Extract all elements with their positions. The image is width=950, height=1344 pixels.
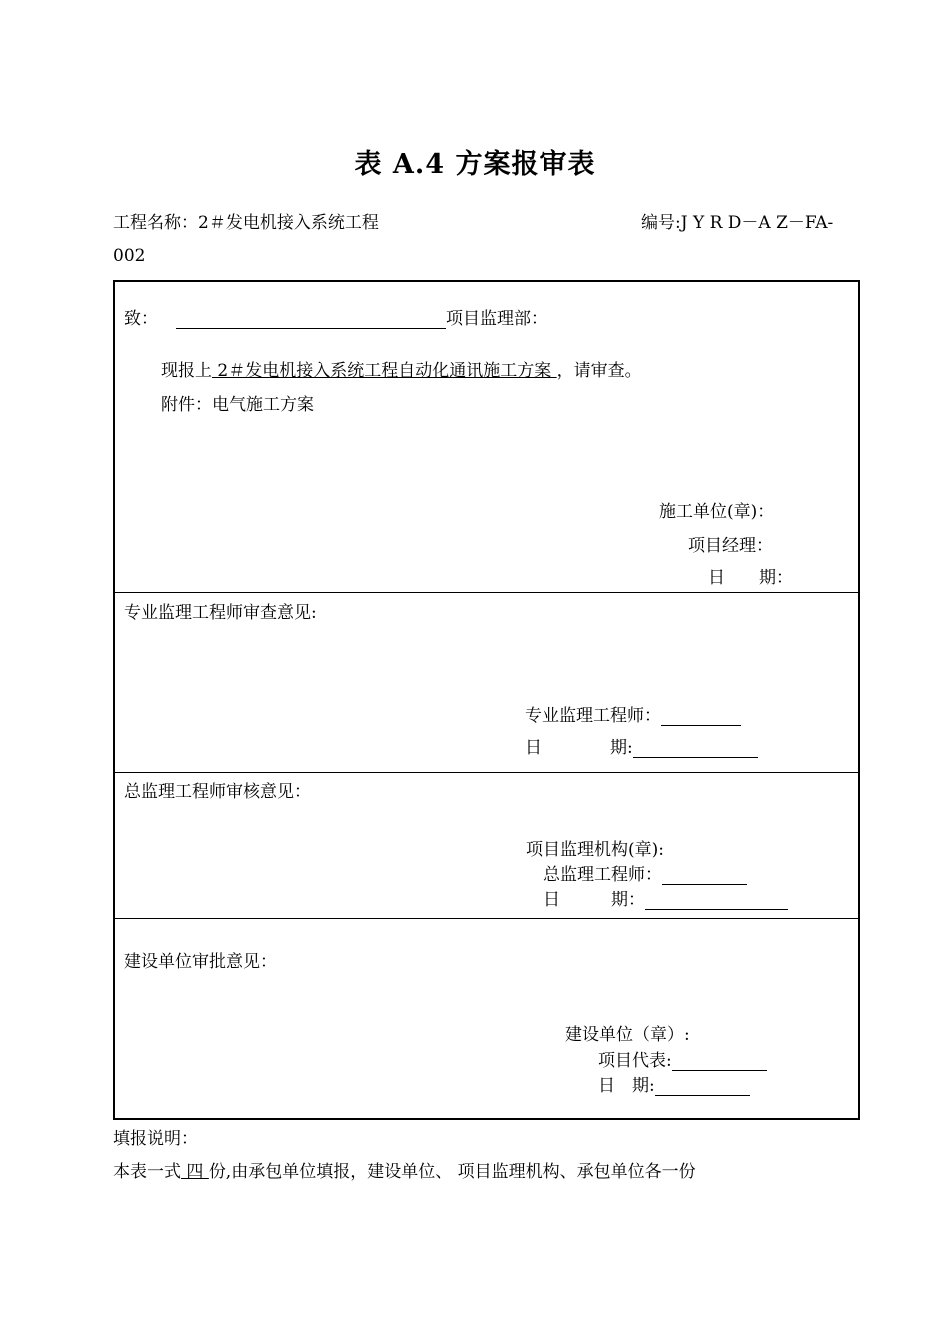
owner-unit-seal: 建设单位（章）: (565, 1025, 690, 1045)
section-heading: 总监理工程师审核意见： (124, 782, 311, 802)
project-name: 工程名称：2＃发电机接入系统工程 (113, 213, 379, 233)
supervision-org-seal: 项目监理机构(章): (526, 840, 664, 860)
notes-heading: 填报说明： (113, 1129, 198, 1149)
date-label: 日 期: (525, 738, 633, 758)
form-code: 编号:J Y R D－A Z－FA- (641, 213, 834, 233)
date-row (543, 885, 788, 910)
section-heading: 专业监理工程师审查意见: (124, 603, 317, 623)
form-code-continued: 002 (113, 246, 146, 266)
section-heading: 建设单位审批意见： (124, 952, 277, 972)
report-line: 现报上 2＃发电机接入系统工程自动化通讯施工方案 ，请审查。 (161, 361, 642, 381)
engineer-row (525, 701, 741, 726)
attachment: 附件：电气施工方案 (161, 395, 314, 415)
date-row (598, 1071, 750, 1096)
copies-count: 四 (181, 1162, 209, 1182)
divider (113, 918, 860, 919)
chief-engineer-label: 总监理工程师： (543, 865, 662, 885)
page-title: 表 A.4 方案报审表 (354, 149, 596, 180)
date-label: 日 期: (598, 1076, 655, 1096)
project-rep-label: 项目代表: (598, 1051, 672, 1071)
engineer-blank[interactable] (661, 707, 741, 726)
rep-row (598, 1046, 767, 1071)
report-subject: 2＃发电机接入系统工程自动化通讯施工方案 (212, 361, 557, 381)
date-blank[interactable] (655, 1077, 750, 1096)
date-blank[interactable] (645, 891, 788, 910)
date-label: 日 期： (543, 890, 645, 910)
to-label: 致： (124, 309, 158, 329)
engineer-label: 专业监理工程师： (525, 706, 661, 726)
addressee-row (124, 304, 548, 329)
chief-engineer-blank[interactable] (662, 866, 747, 885)
addressee-blank[interactable] (176, 310, 446, 329)
chief-row (543, 860, 747, 885)
date-row (525, 733, 758, 758)
construction-unit-seal: 施工单位(章)： (659, 502, 775, 522)
notes-line: 本表一式 四 份,由承包单位填报，建设单位、 项目监理机构、承包单位各一份 (113, 1162, 696, 1182)
divider (113, 592, 860, 593)
project-rep-blank[interactable] (672, 1052, 767, 1071)
divider (113, 772, 860, 773)
date-blank[interactable] (633, 739, 758, 758)
project-manager: 项目经理： (688, 536, 773, 556)
date-label: 日 期： (708, 568, 793, 588)
supervision-dept-label: 项目监理部： (446, 309, 548, 329)
